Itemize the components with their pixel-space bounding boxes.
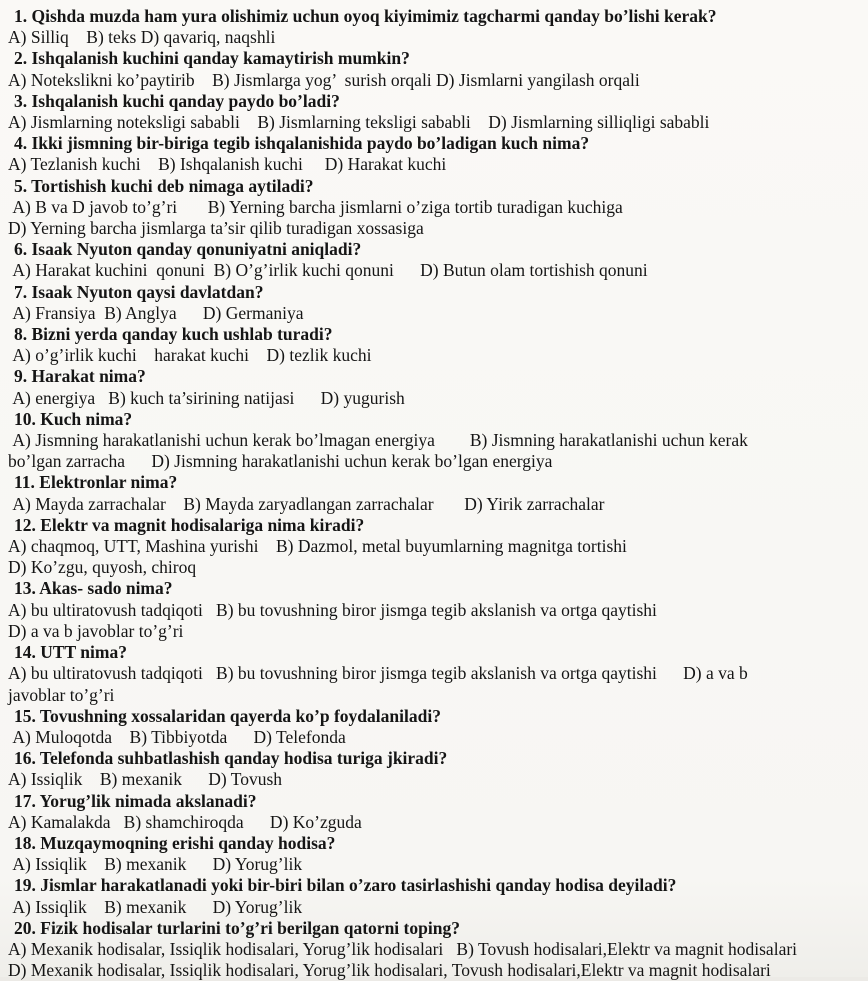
options-line: A) Issiqlik B) mexanik D) Yorug’lik [8,854,303,875]
question-text: 1. Qishda muzda ham yura olishimiz uchun oyoq kiyimimiz tagcharmi qanday bo’lishi kerak? [14,6,717,26]
options-line: A) Kamalakda B) shamchiroqda D) Ko’zguda [8,811,362,832]
question-block [8,748,866,790]
question-block [8,706,866,748]
question-block [8,48,866,90]
question-text: 11. Elektronlar nima? [14,472,178,493]
question-block [8,282,866,324]
options-line: A) Harakat kuchini qonuni B) O’g’irlik kuchi qonuni D) Butun olam tortishish qonuni [8,260,648,281]
question-block [8,791,866,833]
question-block [8,472,866,514]
options-line: A) o’g’irlik kuchi harakat kuchi D) tezlik kuchi [8,345,372,366]
options-line: A) bu ultiratovush tadqiqoti B) bu tovushning biror jismga tegib akslanish va ortga qaytishi D) a va b [8,663,748,684]
question-text: 16. Telefonda suhbatlashish qanday hodisa turiga jkiradi? [14,748,448,769]
options-line: bo’lgan zarracha D) Jismning harakatlanishi uchun kerak bo’lgan energiya [8,451,553,472]
question-text: 6. Isaak Nyuton qanday qonuniyatni aniqladi? [14,239,362,260]
options-line: A) Mayda zarrachalar B) Mayda zaryadlangan zarrachalar D) Yirik zarrachalar [8,493,605,514]
options-line: A) Issiqlik B) mexanik D) Tovush [8,769,283,790]
question-block [8,6,866,48]
question-text: 18. Muzqaymoqning erishi qanday hodisa? [14,832,336,853]
question-block [8,875,866,917]
question-block [8,366,866,408]
question-text: 5. Tortishish kuchi deb nimaga aytiladi? [14,175,314,196]
question-text: 2. Ishqalanish kuchini qanday kamaytirish mumkin? [14,48,410,69]
options-line: A) Jismning harakatlanishi uchun kerak bo’lmagan energiya B) Jismning harakatlanishi uchun kerak [8,430,748,451]
question-text: 7. Isaak Nyuton qaysi davlatdan? [14,281,264,302]
question-text: 3. Ishqalanish kuchi qanday paydo bo’ladi? [14,90,340,111]
question-text: 4. Ikki jismning bir-biriga tegib ishqalanishida paydo bo’ladigan kuch nima? [14,133,590,154]
options-line: D) Yerning barcha jismlarga ta’sir qilib turadigan xossasiga [8,218,424,239]
question-block [8,239,866,281]
questions-list [8,6,866,981]
question-block [8,642,866,706]
options-line: A) Silliq B) teks D) qavariq, naqshli [8,27,276,48]
options-line: A) bu ultiratovush tadqiqoti B) bu tovushning biror jismga tegib akslanish va ortga qaytishi [8,599,657,620]
question-block [8,578,866,642]
question-text: 17. Yorug’lik nimada akslanadi? [14,790,257,811]
question-text: 19. Jismlar harakatlanadi yoki bir-biri bilan o’zaro tasirlashishi qanday hodisa deyiladi? [14,875,677,896]
options-line: A) Mexanik hodisalar, Issiqlik hodisalari, Yorug’lik hodisalari B) Tovush hodisalari,Elektr va magnit hodisalari [8,938,798,959]
options-line: A) Jismlarning noteksligi sababli B) Jismlarning teksligi sababli D) Jismlarning silliqligi sababli [8,112,710,133]
question-block [8,133,866,175]
options-line: D) Mexanik hodisalar, Issiqlik hodisalari, Yorug’lik hodisalari, Tovush hodisalari,Elektr va magnit hodisalari [8,960,771,981]
options-line: A) Notekslikni ko’paytirib B) Jismlarga yog’ surish orqali D) Jismlarni yangilash orqali [8,69,640,90]
question-text: 13. Akas- sado nima? [14,578,173,599]
question-block [8,918,866,981]
question-text: 8. Bizni yerda qanday kuch ushlab turadi? [14,324,333,345]
question-block [8,515,866,579]
options-line: A) Tezlanish kuchi B) Ishqalanish kuchi D) Harakat kuchi [8,154,447,175]
question-block [8,409,866,473]
options-line: A) chaqmoq, UTT, Mashina yurishi B) Dazmol, metal buyumlarning magnitga tortishi [8,536,627,557]
options-line: D) Ko’zgu, quyosh, chiroq [8,557,197,578]
options-line: A) energiya B) kuch ta’sirining natijasi D) yugurish [8,387,405,408]
options-line: A) Muloqotda B) Tibbiyotda D) Telefonda [8,726,346,747]
question-text: 20. Fizik hodisalar turlarini to’g’ri berilgan qatorni toping? [14,917,460,938]
question-block [8,833,866,875]
question-text: 15. Tovushning xossalaridan qayerda ko’p foydalaniladi? [14,705,441,726]
options-line: A) Fransiya B) Anglya D) Germaniya [8,302,304,323]
question-block [8,324,866,366]
question-text: 14. UTT nima? [14,642,127,663]
question-text: 12. Elektr va magnit hodisalariga nima kiradi? [14,514,365,535]
options-line: A) Issiqlik B) mexanik D) Yorug’lik [8,896,303,917]
options-line: javoblar to’g’ri [8,684,115,705]
options-line: D) a va b javoblar to’g’ri [8,620,184,641]
options-line: A) B va D javob to’g’ri B) Yerning barcha jismlarni o’ziga tortib turadigan kuchiga [8,196,623,217]
question-text: 9. Harakat nima? [14,366,146,387]
question-block [8,176,866,240]
question-block [8,91,866,133]
question-text: 10. Kuch nima? [14,408,133,429]
